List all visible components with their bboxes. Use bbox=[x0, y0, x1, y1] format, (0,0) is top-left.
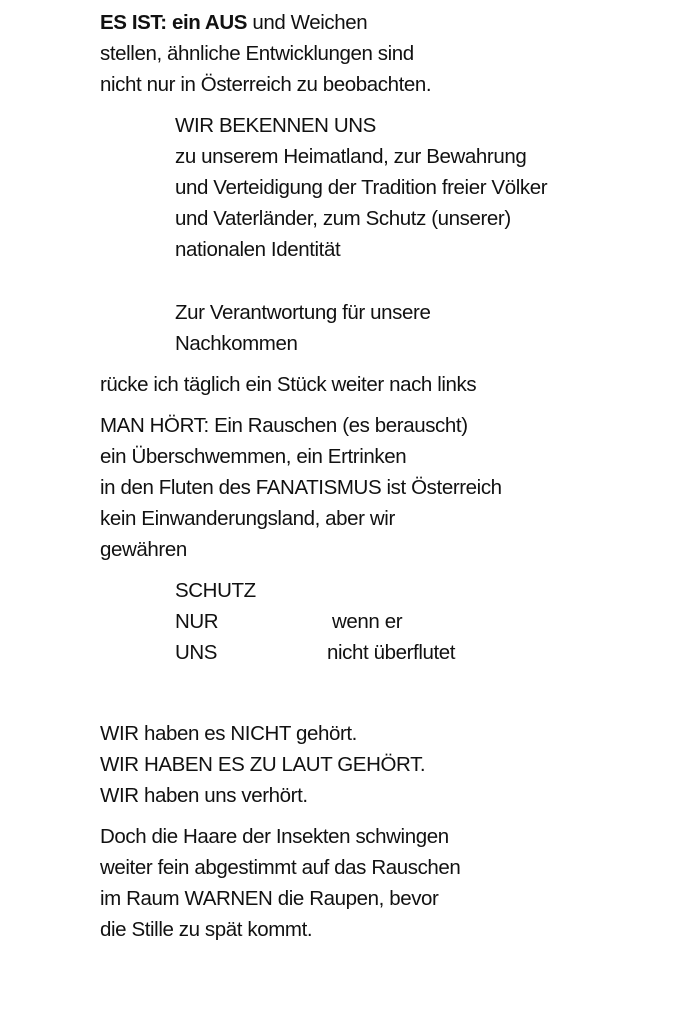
stanza-7-line-1: WIR haben es NICHT gehört. bbox=[100, 722, 357, 745]
stanza-8-line-4: die Stille zu spät kommt. bbox=[100, 918, 313, 941]
stanza-5-line-4: kein Einwanderungsland, aber wir bbox=[100, 507, 395, 530]
stanza-8-line-3: im Raum WARNEN die Raupen, bevor bbox=[100, 887, 439, 910]
stanza-1-line-2: stellen, ähnliche Entwicklungen sind bbox=[100, 42, 414, 65]
stanza-2-line-3: und Verteidigung der Tradition freier Völker bbox=[175, 176, 548, 199]
stanza-5-line-1: MAN HÖRT: Ein Rauschen (es berauscht) bbox=[100, 414, 468, 437]
stanza-1-line-1 bbox=[100, 7, 680, 38]
stanza-6-row-3-right: nicht überflutet bbox=[327, 641, 456, 664]
stanza-5-line-5: gewähren bbox=[100, 538, 187, 561]
stanza-5-line-2: ein Überschwemmen, ein Ertrinken bbox=[100, 445, 407, 468]
stanza-8-line-2: weiter fein abgestimmt auf das Rauschen bbox=[100, 856, 461, 879]
stanza-5-line-3: in den Fluten des FANATISMUS ist Österreich bbox=[100, 476, 502, 499]
stanza-3-line-1: Zur Verantwortung für unsere bbox=[175, 301, 431, 324]
stanza-6-row-1 bbox=[175, 575, 680, 606]
stanza-4-line-1: rücke ich täglich ein Stück weiter nach links bbox=[100, 373, 477, 396]
stanza-3 bbox=[175, 297, 680, 359]
stanza-7-line-2: WIR HABEN ES ZU LAUT GEHÖRT. bbox=[100, 753, 426, 776]
stanza-2 bbox=[175, 110, 680, 265]
stanza-3-line-2: Nachkommen bbox=[175, 332, 298, 355]
stanza-6-row-2-left: NUR bbox=[175, 610, 219, 633]
stanza-7 bbox=[100, 718, 680, 811]
stanza-2-line-5: nationalen Identität bbox=[175, 238, 341, 261]
stanza-2-line-1: WIR BEKENNEN UNS bbox=[175, 114, 376, 137]
stanza-1-line-3: nicht nur in Österreich zu beobachten. bbox=[100, 73, 432, 96]
stanza-7-line-3: WIR haben uns verhört. bbox=[100, 784, 308, 807]
stanza-6-row-2 bbox=[175, 606, 680, 637]
stanza-8 bbox=[100, 821, 680, 945]
stanza-6-row-3-left: UNS bbox=[175, 641, 218, 664]
stanza-6-row-2-right: wenn er bbox=[332, 610, 403, 633]
stanza-6-row-1-left: SCHUTZ bbox=[175, 579, 256, 602]
stanza-2-line-2: zu unserem Heimatland, zur Bewahrung bbox=[175, 145, 527, 168]
stanza-8-line-1: Doch die Haare der Insekten schwingen bbox=[100, 825, 449, 848]
stanza-4 bbox=[100, 369, 680, 400]
stanza-6-row-3 bbox=[175, 637, 680, 668]
line-1-rest: und Weichen bbox=[247, 11, 368, 34]
stanza-6 bbox=[175, 575, 680, 668]
stanza-5 bbox=[100, 410, 680, 565]
stanza-2-line-4: und Vaterländer, zum Schutz (unserer) bbox=[175, 207, 511, 230]
stanza-1 bbox=[100, 7, 680, 100]
bold-lead: ES IST: ein AUS bbox=[100, 11, 248, 34]
poem-page bbox=[100, 7, 680, 945]
